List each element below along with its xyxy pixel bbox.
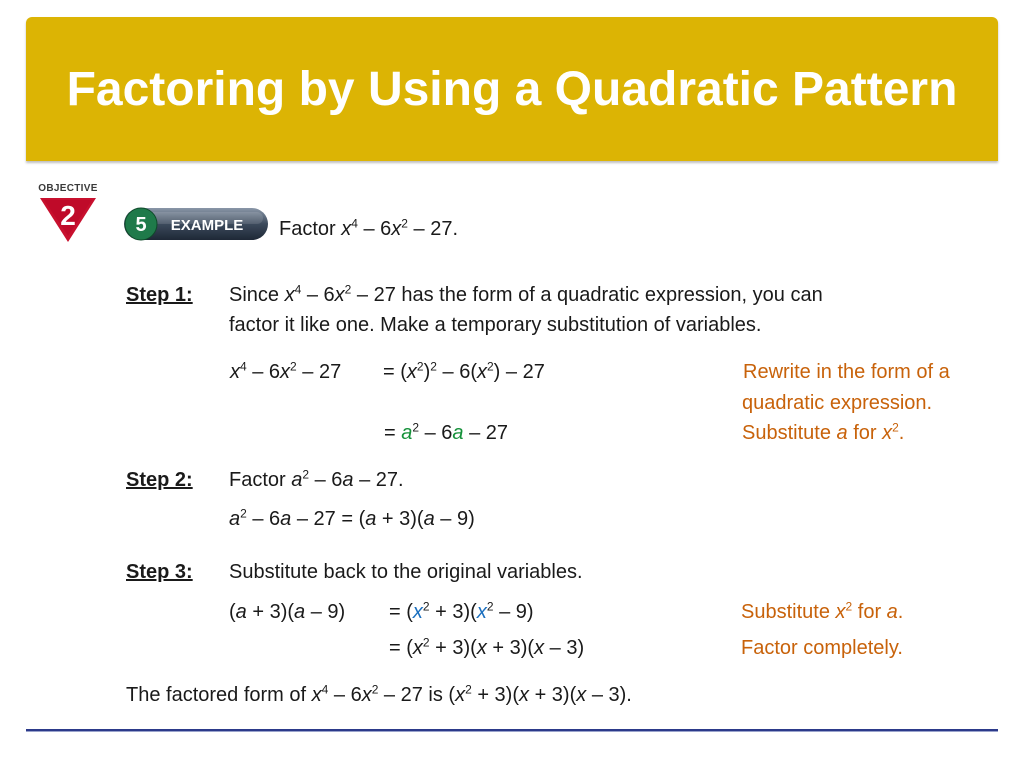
step3-equation1-right: = $(x^2 + 3)(x^2 - 9)$ [389,599,534,623]
title-bar [26,17,998,161]
step2-label: Step 2: [126,469,193,491]
step3-equation1-left: (a + 3)(a – 9) [229,601,346,623]
step1-equation2: = $a^2 - 6a - 27$ [384,420,509,444]
example-label: EXAMPLE [170,217,244,234]
conclusion-text: The factored form of $x^4 - 6x^2 - 27$ is $(x^2 + 3)(x + 3)(x - 3)$. [126,682,632,706]
step1-text-line1: Since $x^4 - 6x^2 - 27$ has the form of a quadratic expression, you can [229,282,823,306]
step1-text-line2: factor it like one. Make a temporary substitution of variables. [229,314,762,336]
problem-statement: Factor $x^4 - 6x^2 - 27$. [279,216,459,240]
step1-note1-line1: Rewrite in the form of a [743,361,950,383]
example-number: 5 [135,214,147,236]
step2-text: Factor $a^2 - 6a - 27$. [229,467,404,491]
objective-badge [28,183,108,247]
step3-text: Substitute back to the original variables. [229,561,583,583]
objective-label: OBJECTIVE [38,183,98,194]
step3-label: Step 3: [126,561,193,583]
step1-note2: Substitute a for $x^2$. [742,420,905,444]
footer-divider-shade [26,731,998,732]
example-badge [123,206,269,242]
objective-triangle-icon [38,196,98,244]
step3-note1: Substitute $x^2$ for a. [741,599,904,623]
step3-note2: Factor completely. [741,637,903,659]
step1-equation1-right: = $(x^2)^2 - 6(x^2) - 27$ [383,359,545,383]
step1-note1-line2: quadratic expression. [742,392,933,414]
slide-title: Factoring by Using a Quadratic Pattern [66,62,958,116]
step2-equation: $a^2 - 6a - 27 = (a + 3)(a - 9)$ [229,506,475,530]
step1-equation1-left: $x^4 - 6x^2 - 27$ [230,359,342,383]
step1-label: Step 1: [126,284,193,306]
step3-equation2: = $(x^2 + 3)(x + 3)(x - 3)$ [389,635,585,659]
objective-number: 2 [60,200,76,231]
